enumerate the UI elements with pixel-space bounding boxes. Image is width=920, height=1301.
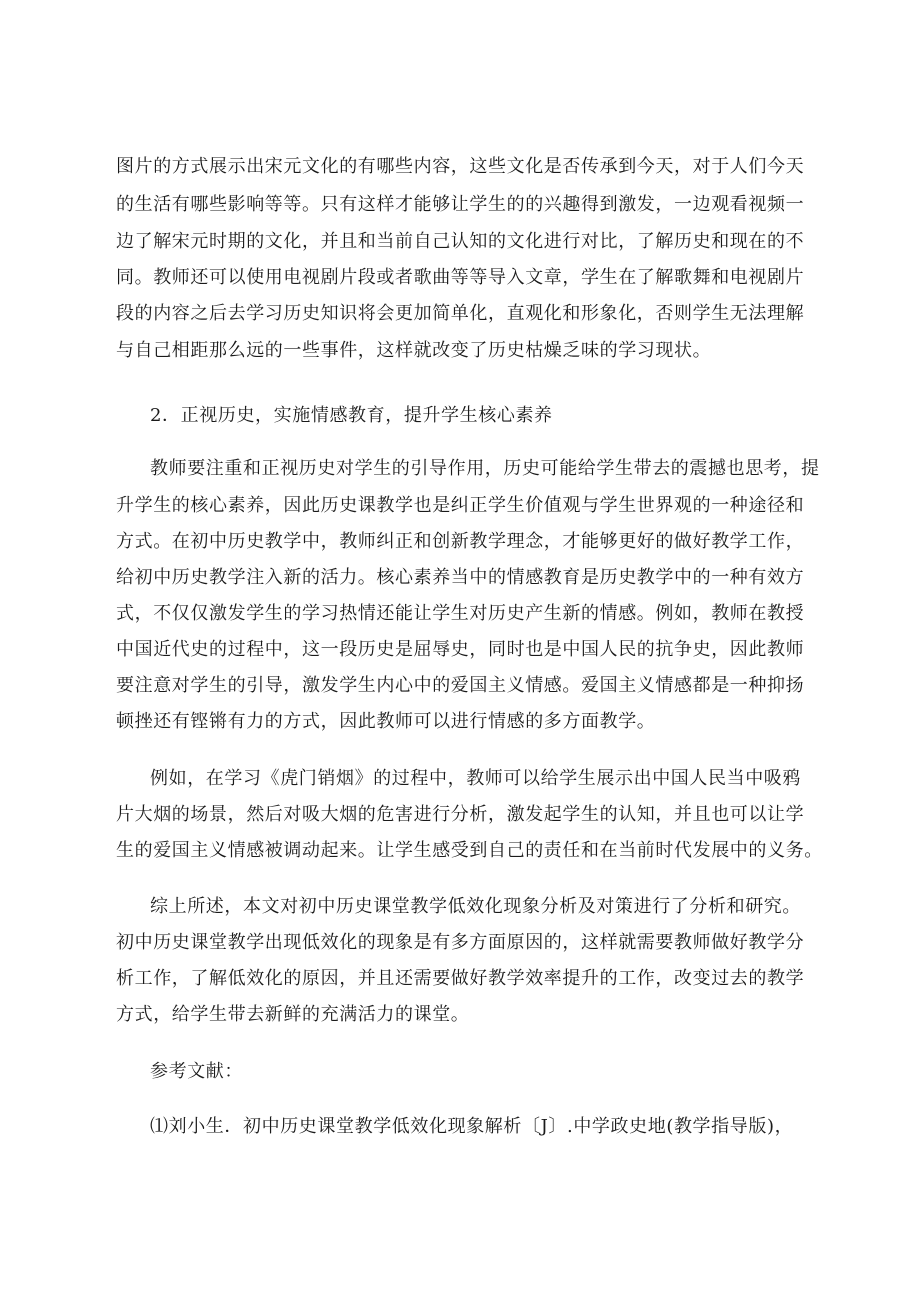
text-line: 生的爱国主义情感被调动起来。让学生感受到自己的责任和在当前时代发展中的义务。: [116, 840, 823, 861]
reference-item: ⑴刘小生．初中历史课堂教学低效化现象解析〔J〕.中学政史地(教学指导版)，: [150, 1116, 794, 1137]
text-line: 析工作，了解低效化的原因，并且还需要做好教学效率提升的工作，改变过去的教学: [116, 968, 805, 989]
text-line: 片大烟的场景，然后对吸大烟的危害进行分析，激发起学生的认知，并且也可以让学: [116, 804, 805, 825]
text-line: 升学生的核心素养，因此历史课教学也是纠正学生价值观与学生世界观的一种途径和: [116, 495, 805, 516]
text-line: 段的内容之后去学习历史知识将会更加简单化，直观化和形象化，否则学生无法理解: [116, 303, 805, 324]
section-heading: 2．正视历史，实施情感教育，提升学生核心素养: [150, 405, 553, 426]
text-line: 边了解宋元时期的文化，并且和当前自己认知的文化进行对比，了解历史和现在的不: [116, 231, 805, 252]
text-line: 顿挫还有铿锵有力的方式，因此教师可以进行情感的多方面教学。: [116, 711, 656, 732]
text-line: 式，不仅仅激发学生的学习热情还能让学生对历史产生新的情感。例如，教师在教授: [116, 603, 805, 624]
text-line: 与自己相距那么远的一些事件，这样就改变了历史枯燥乏味的学习现状。: [116, 340, 712, 361]
text-line: 要注意对学生的引导，激发学生内心中的爱国主义情感。爱国主义情感都是一种抑扬: [116, 675, 805, 696]
text-line: 的生活有哪些影响等等。只有这样才能够让学生的的兴趣得到激发，一边观看视频一: [116, 194, 805, 215]
text-line: 初中历史课堂教学出现低效化的现象是有多方面原因的，这样就需要教师做好教学分: [116, 932, 805, 953]
text-line: 中国近代史的过程中，这一段历史是屈辱史，同时也是中国人民的抗争史，因此教师: [116, 639, 805, 660]
text-line: 给初中历史教学注入新的活力。核心素养当中的情感教育是历史教学中的一种有效方: [116, 567, 805, 588]
references-heading: 参考文献：: [150, 1061, 243, 1082]
text-line: 例如，在学习《虎门销烟》的过程中，教师可以给学生展示出中国人民当中吸鸦: [150, 768, 801, 789]
text-line: 方式，给学生带去新鲜的充满活力的课堂。: [116, 1004, 470, 1025]
text-line: 同。教师还可以使用电视剧片段或者歌曲等等导入文章，学生在了解歌舞和电视剧片: [116, 267, 805, 288]
text-line: 教师要注重和正视历史对学生的引导作用，历史可能给学生带去的震撼也思考，提: [150, 458, 820, 479]
text-line: 综上所述，本文对初中历史课堂教学低效化现象分析及对策进行了分析和研究。: [150, 896, 801, 917]
text-line: 方式。在初中历史教学中，教师纠正和创新教学理念，才能够更好的做好教学工作，: [116, 531, 805, 552]
text-line: 图片的方式展示出宋元文化的有哪些内容，这些文化是否传承到今天，对于人们今天: [116, 156, 805, 177]
